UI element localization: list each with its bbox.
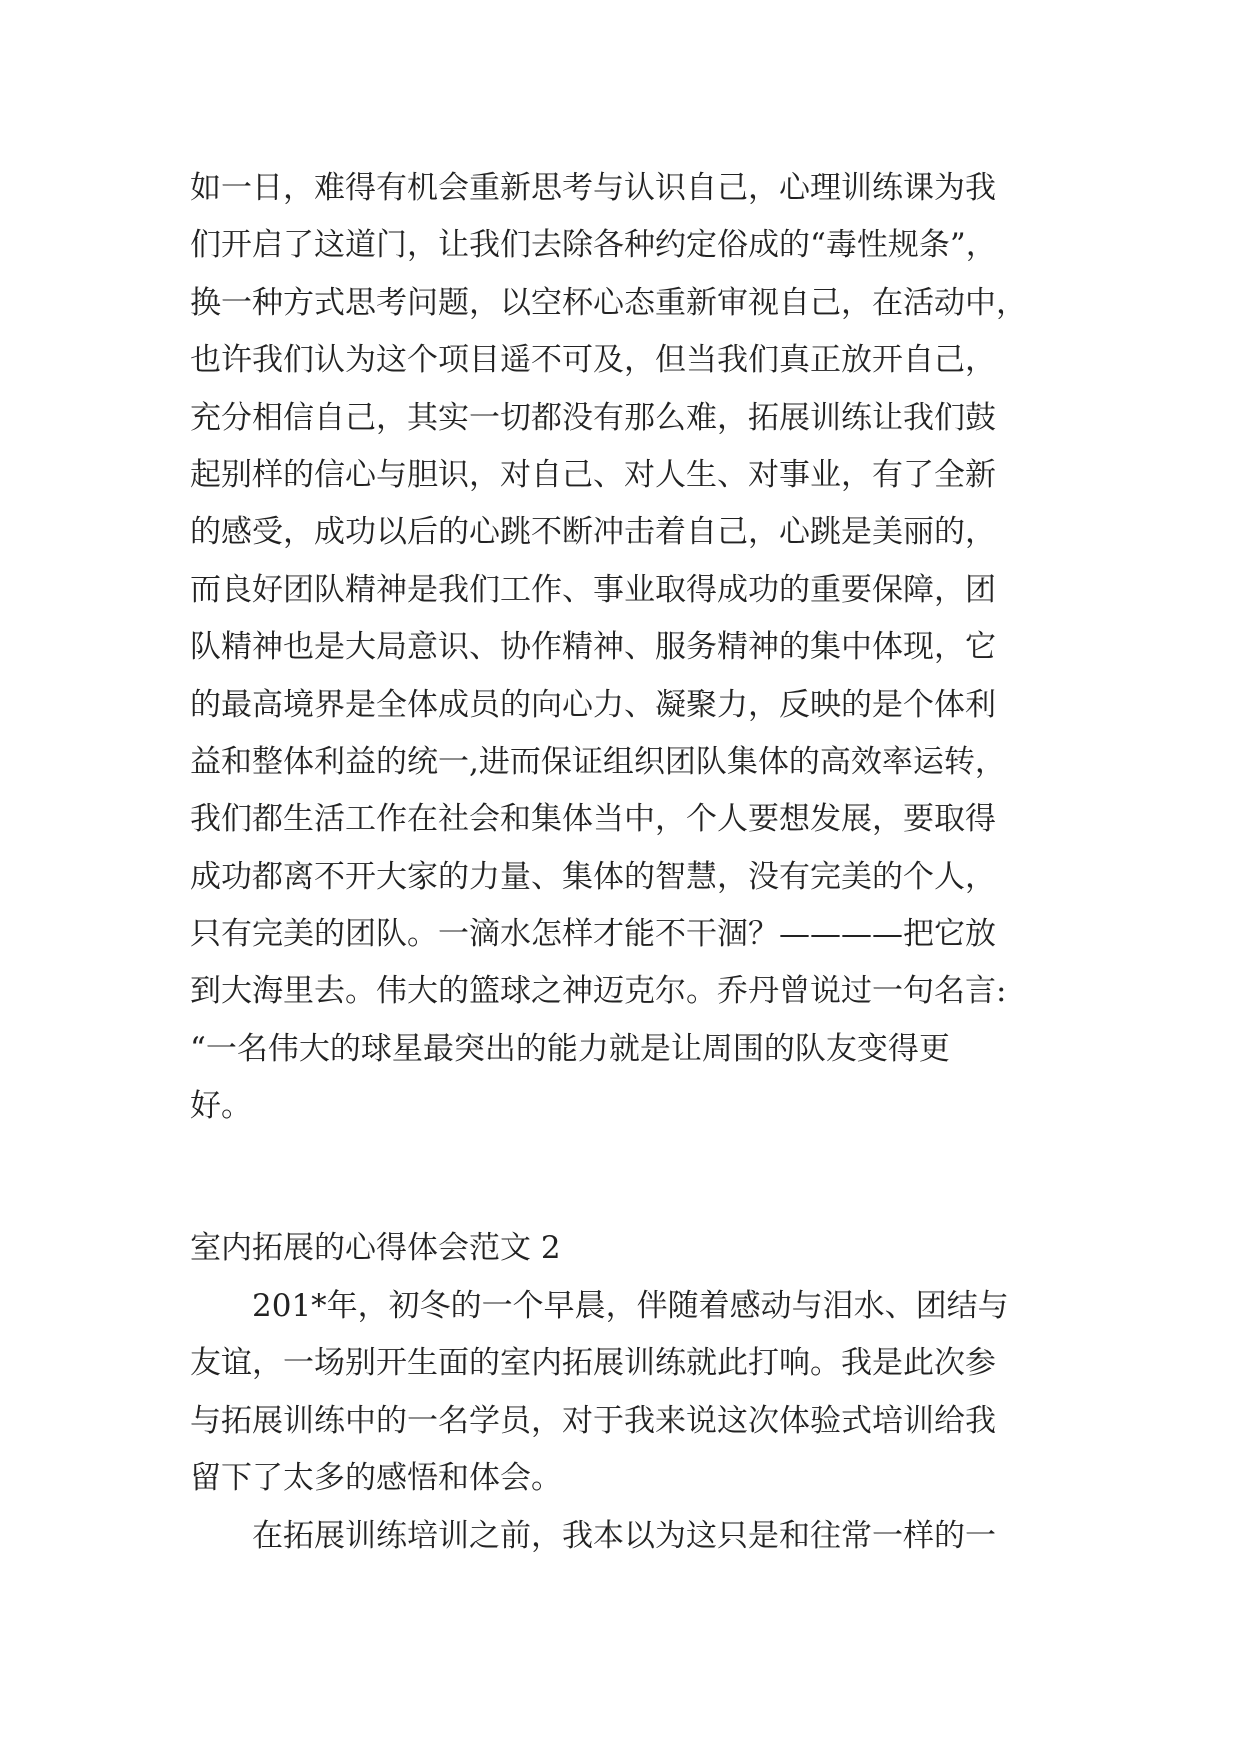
text-line: 如一日，难得有机会重新思考与认识自己，心理训练课为我: [190, 170, 996, 206]
paragraph-2: [190, 1278, 1070, 1565]
text-line: 成功都离不开大家的力量、集体的智慧，没有完美的个人，: [190, 858, 996, 895]
text-line: 的感受，成功以后的心跳不断冲击着自己，心跳是美丽的，: [190, 514, 996, 551]
text-line: “一名伟大的球星最突出的能力就是让周围的队友变得更: [190, 1030, 950, 1067]
text-line: 换一种方式思考问题，以空杯心态重新审视自己，在活动中，: [190, 284, 1027, 321]
text-line: 与拓展训练中的一名学员，对于我来说这次体验式培训给我: [190, 1402, 996, 1439]
text-line: 201*年，初冬的一个早晨，伴随着感动与泪水、团结与: [252, 1288, 1009, 1324]
text-line: 队精神也是大局意识、协作精神、服务精神的集中体现，它: [190, 629, 996, 666]
text-line: 友谊，一场别开生面的室内拓展训练就此打响。我是此次参: [190, 1345, 996, 1382]
text-line: 而良好团队精神是我们工作、事业取得成功的重要保障，团: [190, 571, 996, 608]
text-line: 们开启了这道门，让我们去除各种约定俗成的“毒性规条”，: [190, 227, 997, 264]
text-line: 我们都生活工作在社会和集体当中，个人要想发展，要取得: [190, 801, 996, 838]
text-line: 到大海里去。伟大的篮球之神迈克尔。乔丹曾说过一句名言:: [190, 973, 1007, 1010]
text-line: 充分相信自己，其实一切都没有那么难，拓展训练让我们鼓: [190, 399, 996, 436]
text-line: 留下了太多的感悟和体会。: [190, 1460, 562, 1497]
text-line: 好。: [190, 1088, 252, 1125]
section-heading: 室内拓展的心得体会范文 2: [190, 1230, 561, 1266]
text-line: 也许我们认为这个项目遥不可及，但当我们真正放开自己，: [190, 342, 996, 379]
text-line: 的最高境界是全体成员的向心力、凝聚力，反映的是个体利: [190, 686, 996, 723]
text-line: 在拓展训练培训之前，我本以为这只是和往常一样的一: [252, 1517, 996, 1554]
paragraph-1: [190, 160, 1070, 1136]
text-line: 益和整体利益的统一,进而保证组织团队集体的高效率运转，: [190, 743, 1006, 780]
text-line: 起别样的信心与胆识，对自己、对人生、对事业，有了全新: [190, 456, 996, 493]
text-line: 只有完美的团队。一滴水怎样才能不干涸？————把它放: [190, 916, 996, 953]
